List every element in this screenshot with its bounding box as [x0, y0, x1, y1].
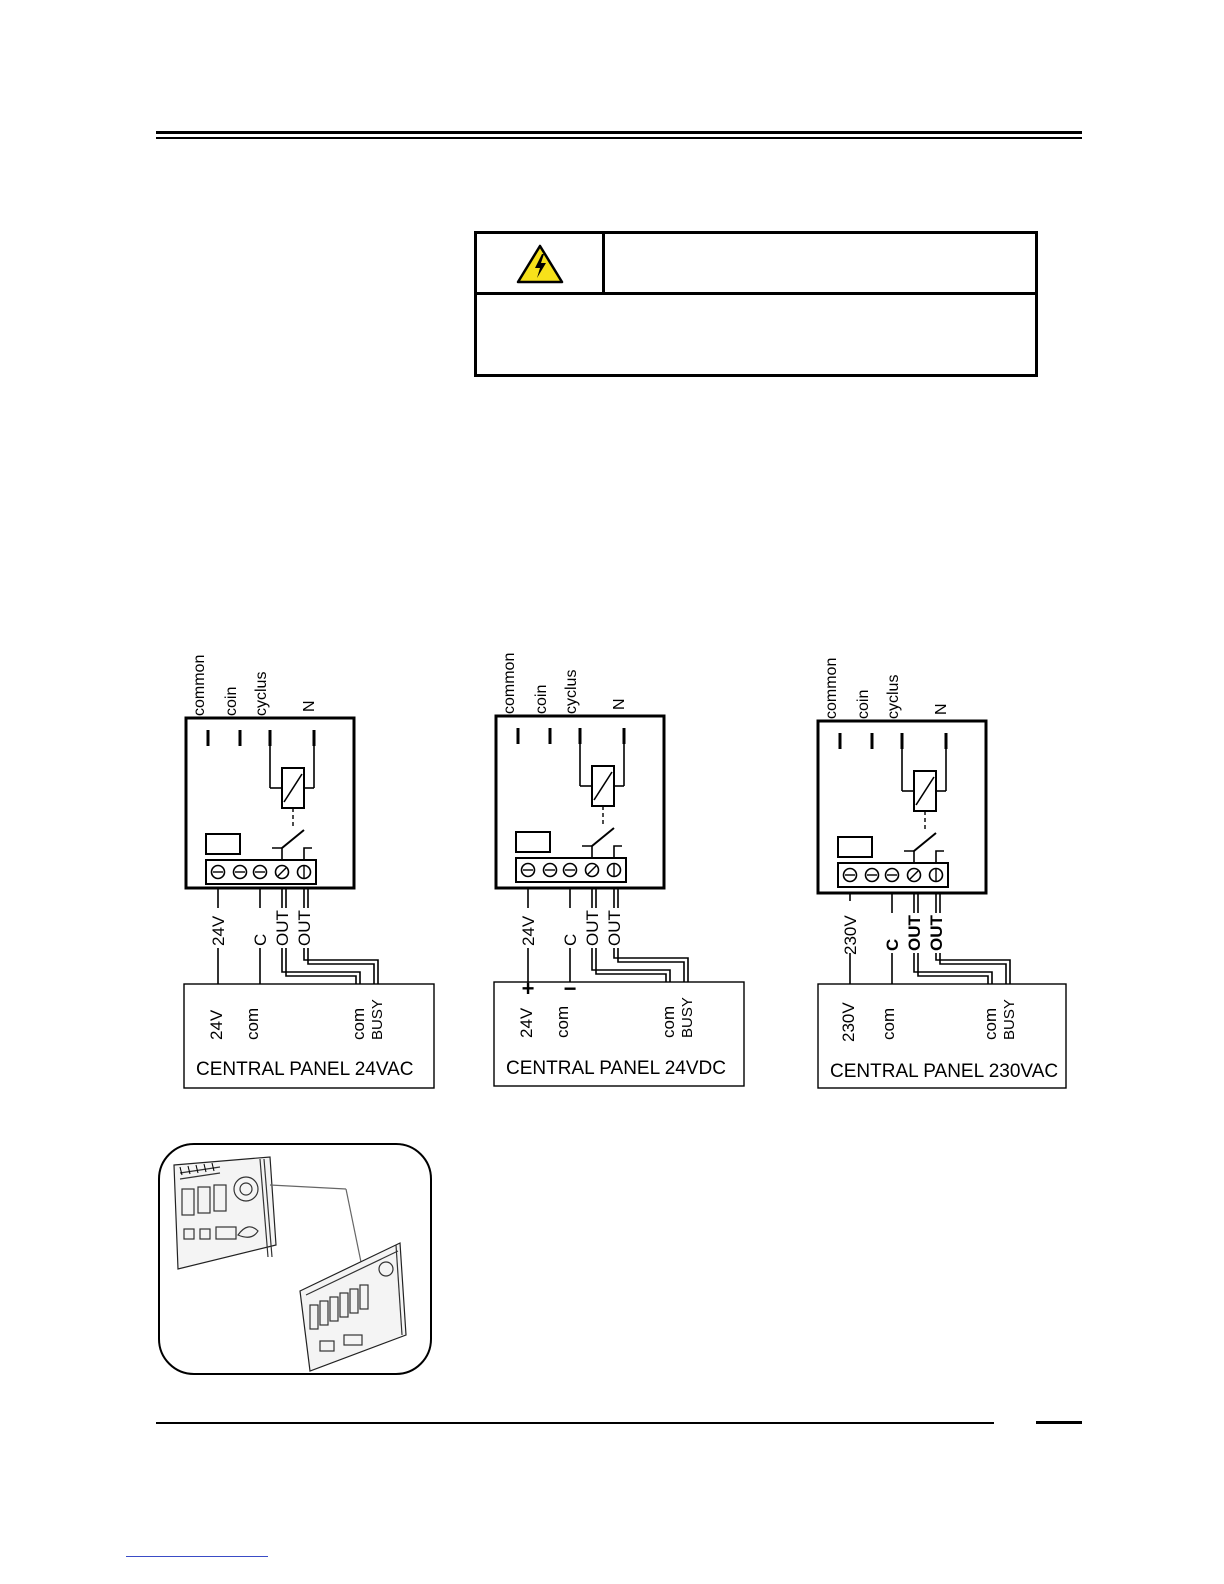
input-label-common: common [501, 652, 518, 714]
wire-label-out: OUT [605, 910, 624, 946]
wiring-diagram-230vac [818, 658, 1066, 1088]
screw-slot [910, 871, 918, 879]
input-label-cyclus: cyclus [253, 671, 270, 716]
central-panel-title: CENTRAL PANEL 230VAC [830, 1061, 1059, 1082]
screw-slot [588, 866, 596, 874]
input-label-coin: coin [855, 689, 872, 719]
input-label-common: common [191, 654, 208, 716]
panel-terminal-com: com [243, 1007, 262, 1040]
wire-out-2 [936, 893, 1010, 984]
link-underline [126, 1556, 268, 1557]
input-label-coin: coin [223, 686, 240, 716]
wire-label-24v: 24V [209, 915, 228, 946]
relay-coil-diagonal [284, 774, 302, 802]
wire-label-c: C [561, 933, 580, 946]
wire-label-c: C [883, 938, 902, 951]
wire-label-out: OUT [295, 910, 314, 946]
wire-out-2b [308, 888, 374, 984]
panel-terminal-com: com [659, 1005, 678, 1038]
contact-lead-left [272, 848, 282, 860]
polarity-minus: − [563, 976, 577, 1001]
central-panel-title: CENTRAL PANEL 24VDC [506, 1058, 726, 1079]
wiring-diagram-24vac [184, 655, 434, 1088]
relay-coil-diagonal [594, 772, 612, 800]
panel-terminal-230v: 230V [839, 1002, 858, 1042]
input-label-common: common [823, 657, 840, 719]
wire-label-230v: 230V [841, 915, 860, 955]
panel-terminal-busy: BUSY [679, 997, 696, 1038]
panel-terminal-24v: 24V [207, 1009, 226, 1040]
contact-lead-right [936, 851, 944, 863]
panel-terminal-24v: 24V [517, 1007, 536, 1038]
status-indicator [516, 832, 550, 852]
relay-coil-diagonal [916, 777, 934, 805]
panel-terminal-com: com [349, 1007, 368, 1040]
wire-label-out: OUT [905, 915, 924, 951]
status-indicator [206, 834, 240, 854]
wire-out-2 [304, 888, 378, 984]
input-label-cyclus: cyclus [563, 669, 580, 714]
wire-label-out: OUT [927, 915, 946, 951]
footer-rule-right [1036, 1421, 1082, 1424]
screw-slot [278, 868, 286, 876]
contact-lead-left [582, 846, 592, 858]
contact-lead-right [614, 846, 622, 858]
polarity-plus: + [521, 976, 535, 1001]
board-illustration [160, 1145, 432, 1375]
status-indicator [838, 837, 872, 857]
input-label-N: N [611, 698, 628, 710]
contact-lead-right [304, 848, 312, 860]
wire-out-2b [940, 893, 1006, 984]
wire-out-2b [618, 888, 684, 982]
panel-terminal-busy: BUSY [369, 999, 386, 1040]
input-label-N: N [933, 703, 950, 715]
wire-out-2 [614, 888, 688, 982]
contact-lead-left [904, 851, 914, 863]
central-panel-board-photo [158, 1143, 432, 1375]
wiring-diagram-24vdc [494, 653, 744, 1086]
panel-terminal-com: com [553, 1005, 572, 1038]
relay-contact [282, 830, 304, 848]
central-panel-title: CENTRAL PANEL 24VAC [196, 1059, 414, 1080]
relay-contact [592, 828, 614, 846]
input-label-cyclus: cyclus [885, 674, 902, 719]
footer-rule-left [156, 1422, 994, 1424]
wire-label-c: C [251, 933, 270, 946]
wire-label-out: OUT [273, 910, 292, 946]
input-label-N: N [301, 700, 318, 712]
input-label-coin: coin [533, 684, 550, 714]
relay-contact [914, 833, 936, 851]
wire-label-24v: 24V [519, 915, 538, 946]
wire-label-out: OUT [583, 910, 602, 946]
panel-terminal-com: com [981, 1007, 1000, 1040]
panel-terminal-com: com [879, 1007, 898, 1040]
panel-terminal-busy: BUSY [1001, 999, 1018, 1040]
